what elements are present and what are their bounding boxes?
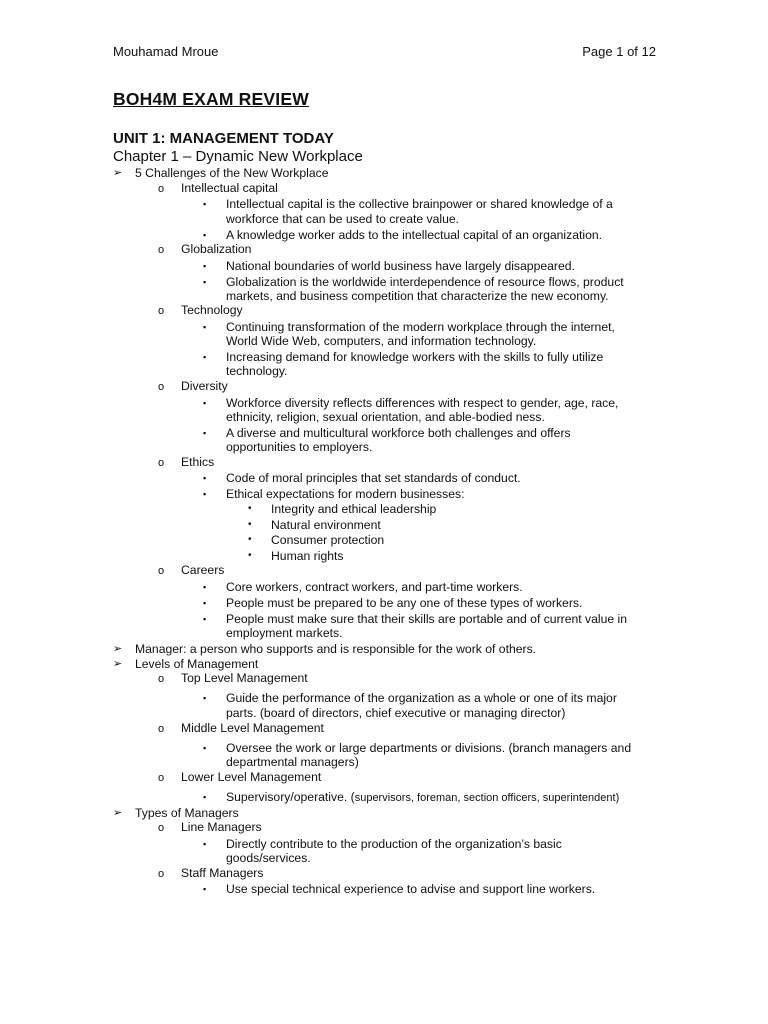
square-bullet-icon: ▪	[203, 352, 207, 362]
list-item: Levels of Management	[135, 657, 259, 671]
circle-bullet-icon: o	[158, 673, 165, 685]
arrow-bullet-icon: ➢	[113, 643, 123, 655]
list-item: Middle Level Management	[181, 721, 324, 735]
square-bullet-icon: ▪	[203, 230, 207, 240]
list-item-examples: supervisors, foreman, section officers, superintendent)	[354, 792, 620, 804]
dot-bullet-icon: •	[248, 550, 252, 561]
list-item: A diverse and multicultural workforce both challenges and offers	[226, 426, 571, 440]
list-item: 5 Challenges of the New Workplace	[135, 166, 329, 180]
square-bullet-icon: ▪	[203, 428, 207, 438]
list-item: Workforce diversity reflects differences with respect to gender, age, race,	[226, 396, 619, 410]
circle-bullet-icon: o	[158, 457, 165, 469]
arrow-bullet-icon: ➢	[113, 658, 123, 670]
unit-heading: UNIT 1: MANAGEMENT TODAY	[113, 130, 334, 147]
square-bullet-icon: ▪	[203, 743, 207, 753]
list-item: People must make sure that their skills are portable and of current value in	[226, 612, 628, 626]
square-bullet-icon: ▪	[203, 598, 207, 608]
list-item: Guide the performance of the organization as a whole or one of its major	[226, 691, 617, 705]
dot-bullet-icon: •	[248, 534, 252, 545]
circle-bullet-icon: o	[158, 772, 165, 784]
list-item: Lower Level Management	[181, 770, 322, 784]
list-item: employment markets.	[226, 626, 343, 640]
list-item: workforce that can be used to create value.	[226, 212, 460, 226]
list-item: departmental managers)	[226, 755, 359, 769]
square-bullet-icon: ▪	[203, 614, 207, 624]
list-item: Human rights	[271, 549, 344, 563]
list-item: Diversity	[181, 379, 228, 393]
list-item: People must be prepared to be any one of these types of workers.	[226, 596, 583, 610]
list-item: Top Level Management	[181, 671, 308, 685]
list-item: Globalization	[181, 242, 252, 256]
square-bullet-icon: ▪	[203, 489, 207, 499]
list-item-text: Supervisory/operative. (	[226, 790, 355, 804]
list-item: National boundaries of world business have largely disappeared.	[226, 259, 575, 273]
square-bullet-icon: ▪	[203, 582, 207, 592]
list-item: Natural environment	[271, 518, 381, 532]
list-item: Directly contribute to the production of the organization’s basic	[226, 837, 562, 851]
list-item: Intellectual capital	[181, 181, 278, 195]
circle-bullet-icon: o	[158, 822, 165, 834]
list-item: Manager: a person who supports and is responsible for the work of others.	[135, 642, 537, 656]
list-item: Consumer protection	[271, 533, 385, 547]
square-bullet-icon: ▪	[203, 322, 207, 332]
circle-bullet-icon: o	[158, 183, 165, 195]
arrow-bullet-icon: ➢	[113, 167, 123, 179]
list-item: Increasing demand for knowledge workers with the skills to fully utilize	[226, 350, 604, 364]
list-item: Ethics	[181, 455, 215, 469]
circle-bullet-icon: o	[158, 381, 165, 393]
document-title: BOH4M EXAM REVIEW	[113, 89, 309, 109]
square-bullet-icon: ▪	[203, 277, 207, 287]
list-item: Intellectual capital is the collective brainpower or shared knowledge of a	[226, 197, 613, 211]
list-item	[226, 790, 619, 805]
square-bullet-icon: ▪	[203, 884, 207, 894]
square-bullet-icon: ▪	[203, 199, 207, 209]
dot-bullet-icon: •	[248, 519, 252, 530]
circle-bullet-icon: o	[158, 868, 165, 880]
square-bullet-icon: ▪	[203, 261, 207, 271]
header-author: Mouhamad Mroue	[113, 44, 219, 59]
chapter-heading: Chapter 1 – Dynamic New Workplace	[113, 148, 363, 165]
square-bullet-icon: ▪	[203, 398, 207, 408]
dot-bullet-icon: •	[248, 503, 252, 514]
list-item: World Wide Web, computers, and information technology.	[226, 334, 537, 348]
list-item: markets, and business competition that characterize the new economy.	[226, 289, 609, 303]
list-item: Technology	[181, 303, 243, 317]
list-item: Oversee the work or large departments or divisions. (branch managers and	[226, 741, 632, 755]
square-bullet-icon: ▪	[203, 473, 207, 483]
list-item: goods/services.	[226, 851, 311, 865]
circle-bullet-icon: o	[158, 244, 165, 256]
list-item: Core workers, contract workers, and part-time workers.	[226, 580, 523, 594]
list-item: parts. (board of directors, chief executive or managing director)	[226, 706, 566, 720]
list-item: Ethical expectations for modern businesses:	[226, 487, 465, 501]
list-item: Line Managers	[181, 820, 262, 834]
circle-bullet-icon: o	[158, 305, 165, 317]
header-page-number: Page 1 of 12	[582, 44, 656, 59]
list-item: Continuing transformation of the modern workplace through the internet,	[226, 320, 615, 334]
circle-bullet-icon: o	[158, 723, 165, 735]
square-bullet-icon: ▪	[203, 792, 207, 802]
list-item: ethnicity, religion, sexual orientation, and able-bodied ness.	[226, 410, 545, 424]
list-item: Staff Managers	[181, 866, 264, 880]
arrow-bullet-icon: ➢	[113, 807, 123, 819]
circle-bullet-icon: o	[158, 565, 165, 577]
list-item: A knowledge worker adds to the intellectual capital of an organization.	[226, 228, 603, 242]
list-item: Types of Managers	[135, 806, 239, 820]
list-item: Integrity and ethical leadership	[271, 502, 437, 516]
list-item: opportunities to employers.	[226, 440, 373, 454]
list-item: Use special technical experience to advise and support line workers.	[226, 882, 596, 896]
list-item: Globalization is the worldwide interdependence of resource flows, product	[226, 275, 624, 289]
list-item: Careers	[181, 563, 225, 577]
list-item: Code of moral principles that set standards of conduct.	[226, 471, 521, 485]
list-item: technology.	[226, 364, 288, 378]
square-bullet-icon: ▪	[203, 693, 207, 703]
square-bullet-icon: ▪	[203, 839, 207, 849]
